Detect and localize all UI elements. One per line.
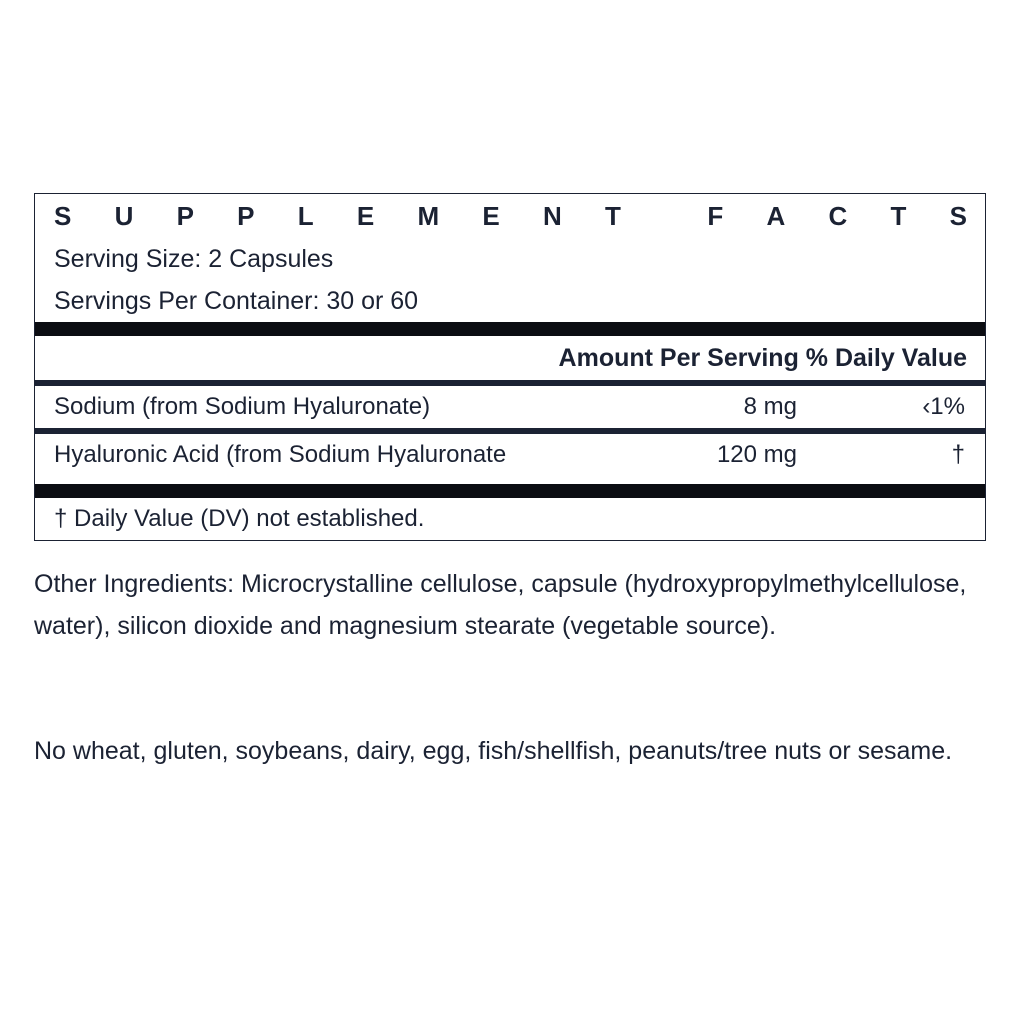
title-letter: T: [604, 200, 621, 231]
daily-value-footnote: † Daily Value (DV) not established.: [54, 505, 425, 532]
title-letter: M: [417, 200, 440, 231]
title-letter: T: [890, 200, 907, 231]
title-letter: N: [542, 200, 562, 231]
title-letter: L: [297, 200, 314, 231]
title-letter: S: [54, 200, 72, 231]
title-letter: S: [949, 200, 967, 231]
facts-title: [35, 194, 985, 238]
title-letter: P: [176, 200, 194, 231]
title-letter: P: [237, 200, 255, 231]
title-letter: C: [828, 200, 848, 231]
title-letter: U: [114, 200, 134, 231]
serving-size: Serving Size: 2 Capsules: [54, 245, 334, 273]
column-header: Amount Per Serving % Daily Value: [558, 343, 967, 372]
nutrient-daily-value: ‹1%: [922, 393, 965, 420]
servings-per-container: Servings Per Container: 30 or 60: [54, 287, 419, 315]
thick-divider: [35, 484, 985, 498]
spacer: [35, 476, 985, 484]
nutrient-amount: 120 mg: [716, 441, 797, 468]
nutrient-amount: 8 mg: [743, 393, 797, 420]
nutrient-row: [35, 386, 985, 428]
title-letter: F: [707, 200, 724, 231]
title-letter: E: [356, 200, 375, 231]
supplement-facts-panel: [34, 193, 986, 541]
nutrient-daily-value: †: [951, 441, 965, 468]
title-letter: E: [482, 200, 500, 231]
allergen-statement: No wheat, gluten, soybeans, dairy, egg, fish/shellfish, peanuts/tree nuts or sesame.: [34, 737, 953, 765]
title-letter: A: [766, 200, 786, 231]
other-ingredients: Other Ingredients: Microcrystalline cellulose, capsule (hydroxypropylmethylcellulose, water), silicon dioxide and magnesium stearate (vegetable source).: [34, 570, 967, 640]
nutrient-row: [35, 434, 985, 476]
nutrient-name: Hyaluronic Acid (from Sodium Hyaluronate: [54, 441, 507, 468]
thick-divider: [35, 322, 985, 336]
nutrient-name: Sodium (from Sodium Hyaluronate): [54, 393, 431, 420]
